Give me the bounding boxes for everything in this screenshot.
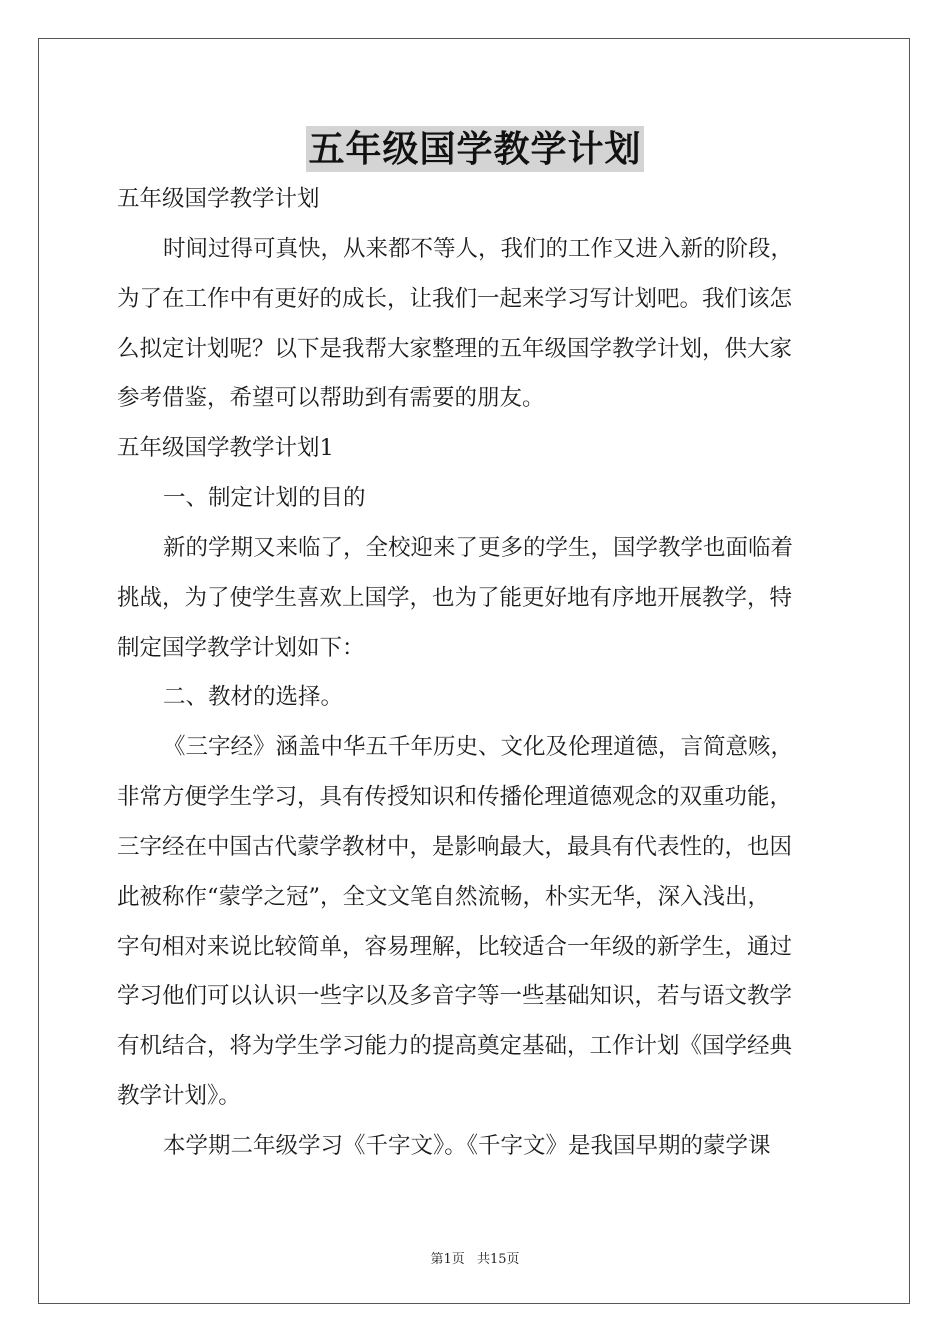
paragraph-line: 制定国学教学计划如下：: [117, 635, 365, 661]
section-subheading: 二、教材的选择。: [163, 684, 344, 710]
subtitle-line: 五年级国学教学计划: [117, 186, 320, 212]
paragraph-line: 么拟定计划呢？以下是我帮大家整理的五年级国学教学计划，供大家: [117, 336, 793, 362]
paragraph-line: 有机结合，将为学生学习能力的提高奠定基础，工作计划《国学经典: [117, 1033, 793, 1059]
paragraph-line: 挑战，为了使学生喜欢上国学，也为了能更好地有序地开展教学，特: [117, 585, 793, 611]
page-total: 共15页: [476, 1252, 520, 1267]
paragraph-line: 本学期二年级学习《千字文》。《千字文》是我国早期的蒙学课: [163, 1133, 771, 1159]
title-container: [0, 126, 950, 172]
paragraph-line: 非常方便学生学习，具有传授知识和传播伦理道德观念的双重功能，: [117, 784, 793, 810]
page-footer: [0, 1248, 950, 1267]
paragraph-line: 参考借鉴，希望可以帮助到有需要的朋友。: [117, 385, 545, 411]
paragraph-line: 教学计划》。: [117, 1083, 241, 1109]
paragraph-line: 为了在工作中有更好的成长，让我们一起来学习写计划吧。我们该怎: [117, 286, 793, 312]
paragraph-line: 此被称作“蒙学之冠”，全文文笔自然流畅，朴实无华，深入浅出，: [117, 884, 771, 910]
paragraph-line: 《三字经》涵盖中华五千年历史、文化及伦理道德，言简意赅，: [163, 734, 794, 760]
page-number: 第1页: [430, 1252, 465, 1267]
paragraph-line: 学习他们可以认识一些字以及多音字等一些基础知识，若与语文教学: [117, 983, 793, 1009]
section-heading: 五年级国学教学计划1: [117, 435, 334, 461]
paragraph-line: 时间过得可真快，从来都不等人，我们的工作又进入新的阶段，: [163, 236, 794, 262]
paragraph-line: 三字经在中国古代蒙学教材中，是影响最大，最具有代表性的，也因: [117, 834, 793, 860]
paragraph-line: 新的学期又来临了，全校迎来了更多的学生，国学教学也面临着: [163, 535, 794, 561]
paragraph-line: 字句相对来说比较简单，容易理解，比较适合一年级的新学生，通过: [117, 934, 793, 960]
page-border: [38, 38, 910, 1304]
section-subheading: 一、制定计划的目的: [163, 485, 366, 511]
document-title: 五年级国学教学计划: [308, 128, 642, 170]
